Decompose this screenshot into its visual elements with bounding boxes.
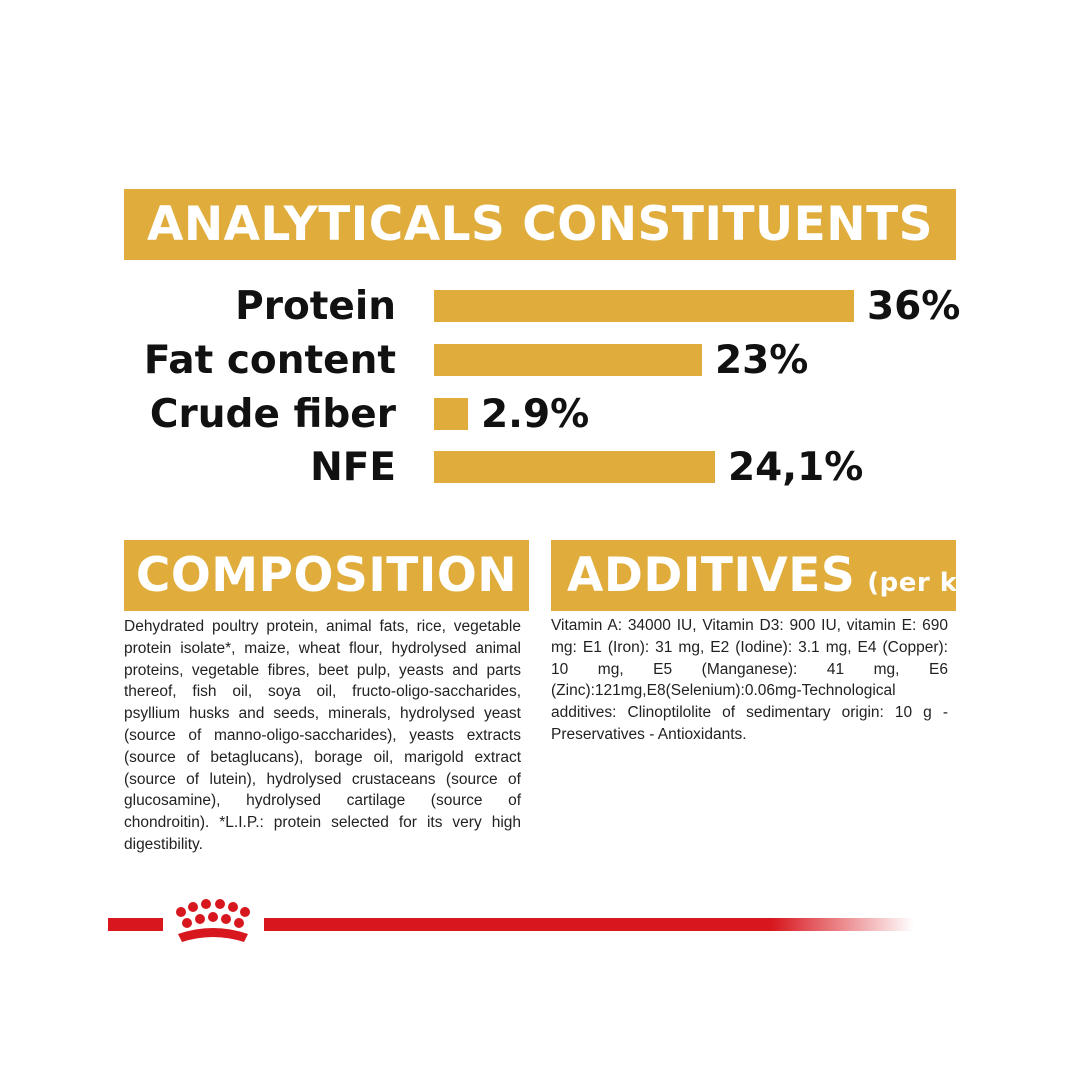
brand-line-left xyxy=(108,918,163,931)
nutrient-label: Fat content xyxy=(143,338,396,383)
composition-title: COMPOSITION xyxy=(135,548,518,603)
composition-text: Dehydrated poultry protein, animal fats, rice, vegetable protein isolate*, maize, wheat flour, hydrolysed animal proteins, vegetable fibres, beet pulp, yeasts and parts thereof, fish oil, soya oil, fructo-oligo-saccharides, psyllium husks and seeds, minerals, hydrolysed yeast (source of manno-oligo-saccharides), yeasts extracts (source of betaglucans), borage oil, marigold extract (source of lutein), hydrolysed crustaceans (source of glucosamine), hydrolysed cartilage (source of chondroitin). *L.I.P.: protein selected for its very high digestibility. xyxy=(124,618,521,853)
additives-text: Vitamin A: 34000 IU, Vitamin D3: 900 IU, vitamin E: 690 mg: E1 (Iron): 31 mg, E2 (Iodine): 3.1 mg, E4 (Copper): 10 mg, E5 (Manganese): 41 mg, E6 (Zinc):121mg,E8(Selenium):0.06mg-Technological additives: Clinoptilolite of sedimentary origin: 10 g - Preservatives - Antioxidants. xyxy=(551,617,948,743)
nutrient-bar xyxy=(434,344,702,376)
nutrient-label: NFE xyxy=(310,445,396,490)
additives-subtitle: (per kg) xyxy=(867,567,990,598)
analyticals-title-banner xyxy=(124,189,956,260)
nutrient-bar xyxy=(434,451,715,483)
additives-title: ADDITIVES xyxy=(567,548,856,603)
nutrient-label: Crude fiber xyxy=(149,392,396,437)
nutrient-label: Protein xyxy=(235,284,396,329)
additives-title-banner xyxy=(551,540,990,611)
nutrient-row-protein xyxy=(0,280,1080,334)
composition-title-banner xyxy=(124,540,529,611)
nutrient-row-fat xyxy=(0,334,1080,388)
nutrient-value: 24,1% xyxy=(728,445,864,490)
nutrient-value: 36% xyxy=(867,284,961,329)
nutrient-bar xyxy=(434,398,468,430)
nutrient-bar xyxy=(434,290,854,322)
nutrient-value: 23% xyxy=(715,338,809,383)
nutrient-value: 2.9% xyxy=(481,392,590,437)
nutrient-row-fiber xyxy=(0,388,1080,442)
royal-canin-crown-icon xyxy=(166,898,260,948)
nutrient-row-nfe xyxy=(0,441,1080,495)
analyticals-title: ANALYTICALS CONSTITUENTS xyxy=(146,197,934,252)
brand-line-right xyxy=(264,918,914,931)
